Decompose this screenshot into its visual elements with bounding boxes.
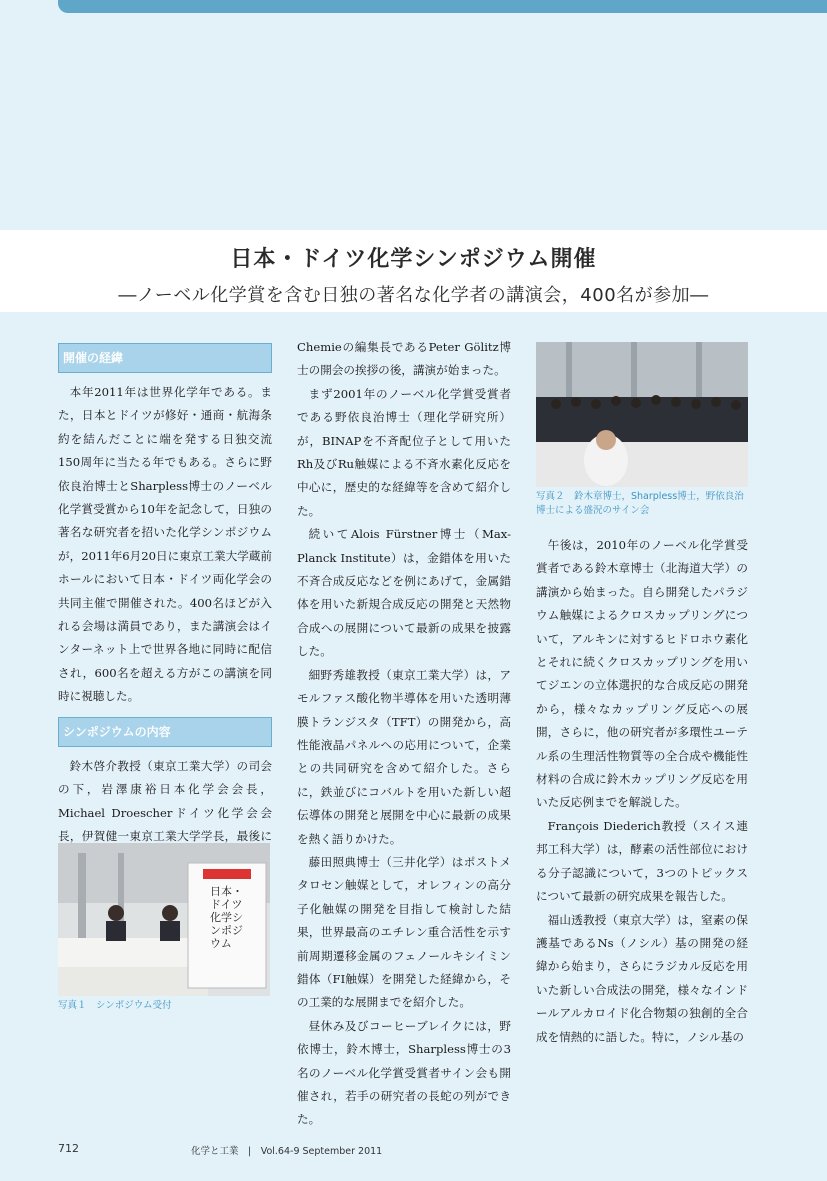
signing-photo-illustration (536, 342, 748, 487)
paragraph: 昼休み及びコーヒーブレイクには，野依博士，鈴木博士，Sharpless博士の3名のノーベル化学賞受賞者サイン会も開催され，若手の研究者の長蛇の列ができた。 (297, 1018, 511, 1127)
paragraph: まず2001年のノーベル化学賞受賞者である野依良治博士（理化学研究所）が，BINAPを不斉配位子として用いたRh及びRu触媒による不斉水素化反応を中心に，歴史的な経緯等を含めて紹介した。 (297, 386, 511, 518)
column-3 (536, 534, 748, 1049)
article-subtitle: ―ノーベル化学賞を含む日独の著名な化学者の講演会，400名が参加― (118, 285, 709, 306)
paragraph: 午後は，2010年のノーベル化学賞受賞者である鈴木章博士（北海道大学）の講演から始まった。自ら開発したパラジウム触媒によるクロスカップリングについて，アルキンに対するヒドロホウ素化とそれに続くクロスカップリングを用いてジエンの立体選択的な合成反応の開発から，様々なカップリング反応への展開，さらに，他の研究者が多環性ユーテル系の生理活性物質等の全合成や機能性材料の合成に鈴木カップリング反応を用いた反応例までを解説した。 (536, 538, 748, 810)
page-number: 712 (58, 1142, 79, 1155)
paragraph: 藤田照典博士（三井化学）はポストメタロセン触媒として，オレフィンの高分子化触媒の開発を目指して検討した結果，世界最高のエチレン重合活性を示す前周期遷移金属のフェノールキシイミン錯体（FI触媒）を開発した経緯から，その工業的な展開までを紹介した。 (297, 854, 511, 1010)
paragraph: 続いてAlois Fürstner博士（Max-Planck Institute）は，金錯体を用いた不斉合成反応などを例にあげて，金属錯体を用いた新規合成反応の開発と天然物合成への展開について最新の成果を披露した。 (297, 527, 511, 659)
column-2 (297, 336, 511, 1132)
paragraph: Chemieの編集長であるPeter Gölitz博士の開会の挨拶の後，講演が始まった。 (297, 340, 511, 378)
paragraph: 細野秀雄教授（東京工業大学）は，アモルファス酸化物半導体を用いた透明薄膜トランジスタ（TFT）の開発から，高性能液晶パネルへの応用について，企業との共同研究を含めて紹介した。さらに，鉄並びにコバルトを用いた新しい超伝導体の開発と展開を中心に最新の成果を熱く語りかけた。 (297, 667, 511, 846)
paragraph: 鈴木啓介教授（東京工業大学）の司会の下，岩澤康裕日本化学会会長，Michael Droescherドイツ化学会会長，伊賀健一東京工業大学学長，最後に (58, 758, 272, 843)
photo-caption-1: 写真１ シンポジウム受付 (58, 1000, 172, 1011)
section-heading-content: シンポジウムの内容 (58, 717, 272, 747)
article-title: 日本・ドイツ化学シンポジウム開催 (230, 247, 597, 272)
paragraph: 福山透教授（東京大学）は，窒素の保護基であるNs（ノシル）基の開発の経緯から始まり，さらにラジカル反応を用いた新しい合成法の開発，様々なインドールアルカロイド化合物類の独創的全合成を情熱的に語した。特に，ノシル基の (536, 912, 748, 1044)
top-accent-bar (58, 0, 827, 13)
photo-reception (58, 843, 270, 996)
sign-text: 日本・ドイツ化学シンポジウム (210, 885, 243, 950)
photo-signing-event (536, 342, 748, 487)
paragraph: 本年2011年は世界化学年である。また，日本とドイツが修好・通商・航海条約を結んだことに端を発する日独交流150周年に当たる年でもある。さらに野依良治博士とSharpless博士のノーベル化学賞受賞から10年を記念して，日独の著名な研究者を招いた化学シンポジウムが，2011年6月20日に東京工業大学蔵前ホールにおいて日本・ドイツ両化学会の共同主催で開催された。400名ほどが入れる会場は満員であり，また講演会はインターネット上で世界各地に同時に配信され，600名を超える方がこの講演を同時に視聴した。 (58, 385, 272, 704)
journal-info: 化学と工業 | Vol.64-9 September 2011 (191, 1146, 383, 1157)
column-1 (58, 343, 272, 872)
title-band (0, 230, 827, 312)
paragraph: François Diederich教授（スイス連邦工科大学）は，酵素の活性部位における分子認識について，3つのトピックスについて最新の研究成果を報告した。 (536, 818, 748, 904)
photo-caption-2: 写真２ 鈴木章博士，Sharpless博士，野依良治博士による盛況のサイン会 (536, 491, 744, 516)
section-heading-background: 開催の経緯 (58, 343, 272, 373)
